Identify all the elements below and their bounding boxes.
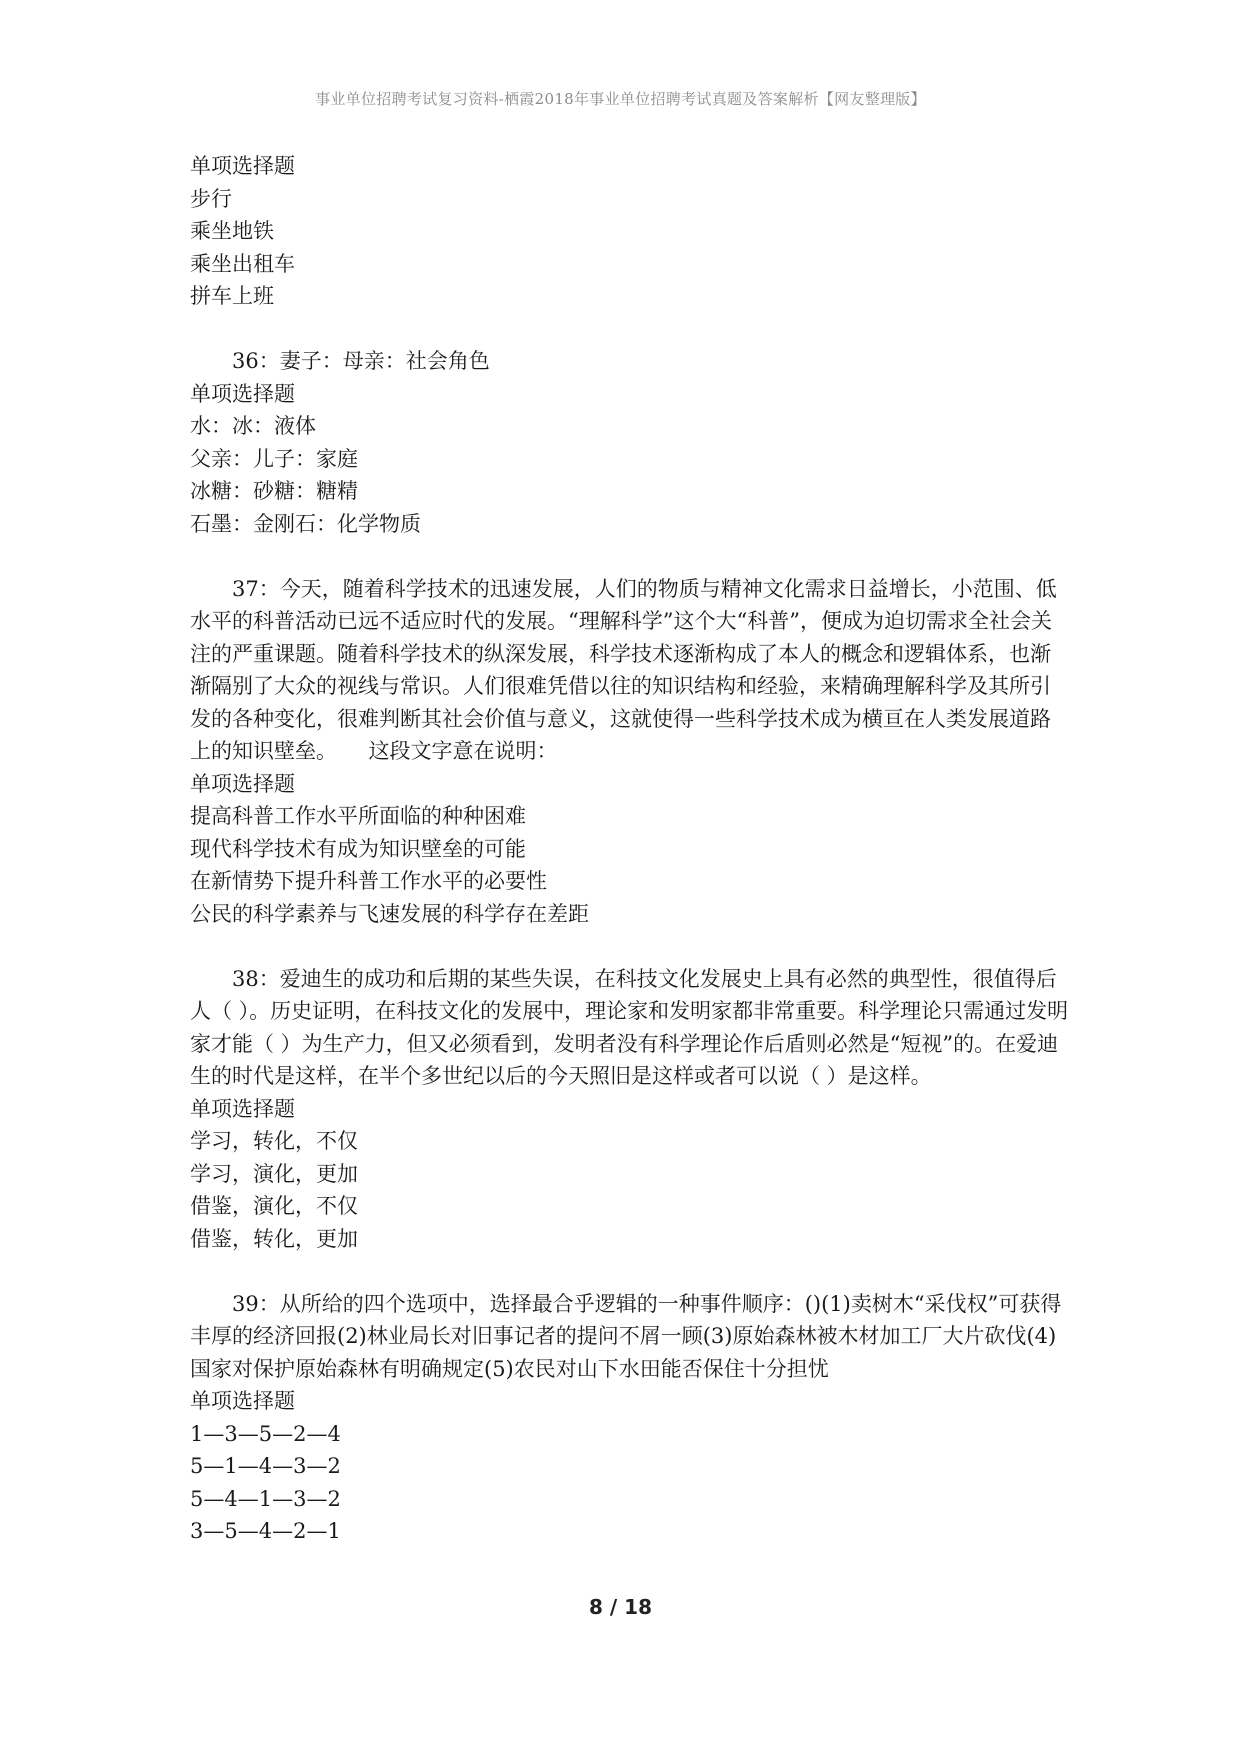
option-d: 借鉴，转化，更加 xyxy=(190,1226,358,1251)
option-b: 父亲：儿子：家庭 xyxy=(190,446,358,471)
option-c: 冰糖：砂糖：糖精 xyxy=(190,479,358,503)
option-b: 现代科学技术有成为知识壁垒的可能 xyxy=(190,836,526,861)
option-a: 提高科普工作水平所面临的种种困难 xyxy=(190,804,526,828)
option-a: 水：冰：液体 xyxy=(190,414,316,438)
option-c: 借鉴，演化，不仅 xyxy=(190,1194,358,1218)
option-a: 1—3—5—2—4 xyxy=(190,1421,341,1446)
question-36 xyxy=(190,345,1070,540)
option-a: 步行 xyxy=(190,186,232,211)
question-type: 单项选择题 xyxy=(190,771,295,796)
question-39 xyxy=(190,1288,1070,1548)
question-38 xyxy=(190,963,1070,1256)
question-type: 单项选择题 xyxy=(190,1389,295,1413)
question-stem: 38：爱迪生的成功和后期的某些失误，在科技文化发展史上具有必然的典型性，很值得后人（ ）。历史证明，在科技文化的发展中，理论家和发明家都非常重要。科学理论只需通过发明家才能（ ）为生产力，但又必须看到，发明者没有科学理论作后盾则必然是“短视”的。在爱迪生的时代是这样，在半个多世纪以后的今天照旧是这样或者可以说（ ）是这样。 xyxy=(190,966,1069,1088)
option-b: 乘坐地铁 xyxy=(190,219,274,243)
question-type: 单项选择题 xyxy=(190,381,295,406)
question-stem: 39：从所给的四个选项中，选择最合乎逻辑的一种事件顺序：()(1)卖树木“采伐权”可获得丰厚的经济回报(2)林业局长对旧事记者的提问不屑一顾(3)原始森林被木材加工厂大片砍伐(4)国家对保护原始森林有明确规定(5)农民对山下水田能否保住十分担忧 xyxy=(190,1291,1062,1381)
option-b: 学习，演化，更加 xyxy=(190,1161,358,1186)
option-d: 公民的科学素养与飞速发展的科学存在差距 xyxy=(190,901,589,926)
question-37 xyxy=(190,573,1070,931)
option-a: 学习，转化，不仅 xyxy=(190,1129,358,1153)
option-c: 5—4—1—3—2 xyxy=(190,1486,341,1511)
page-header: 事业单位招聘考试复习资料-栖霞2018年事业单位招聘考试真题及答案解析【网友整理版】 xyxy=(315,90,926,108)
document-body xyxy=(190,150,1070,1580)
question-type: 单项选择题 xyxy=(190,1096,295,1121)
page-number: 8 / 18 xyxy=(589,1595,652,1619)
option-d: 石墨：金刚石：化学物质 xyxy=(190,511,421,536)
question-35-tail xyxy=(190,150,1070,313)
option-c: 在新情势下提升科普工作水平的必要性 xyxy=(190,869,547,893)
option-d: 3—5—4—2—1 xyxy=(190,1519,341,1543)
option-d: 拼车上班 xyxy=(190,284,274,308)
question-type: 单项选择题 xyxy=(190,154,295,178)
question-stem: 37：今天，随着科学技术的迅速发展，人们的物质与精神文化需求日益增长，小范围、低水平的科普活动已远不适应时代的发展。“理解科学”这个大“科普”，便成为迫切需求全社会关注的严重课题。随着科学技术的纵深发展，科学技术逐渐构成了本人的概念和逻辑体系，也渐渐隔别了大众的视线与常识。人们很难凭借以往的知识结构和经验，来精确理解科学及其所引发的各种变化，很难判断其社会价值与意义，这就使得一些科学技术成为横亘在人类发展道路上的知识壁垒。 这段文字意在说明： xyxy=(190,576,1057,763)
question-stem: 36：妻子：母亲：社会角色 xyxy=(232,349,490,373)
option-c: 乘坐出租车 xyxy=(190,251,295,276)
option-b: 5—1—4—3—2 xyxy=(190,1454,341,1478)
